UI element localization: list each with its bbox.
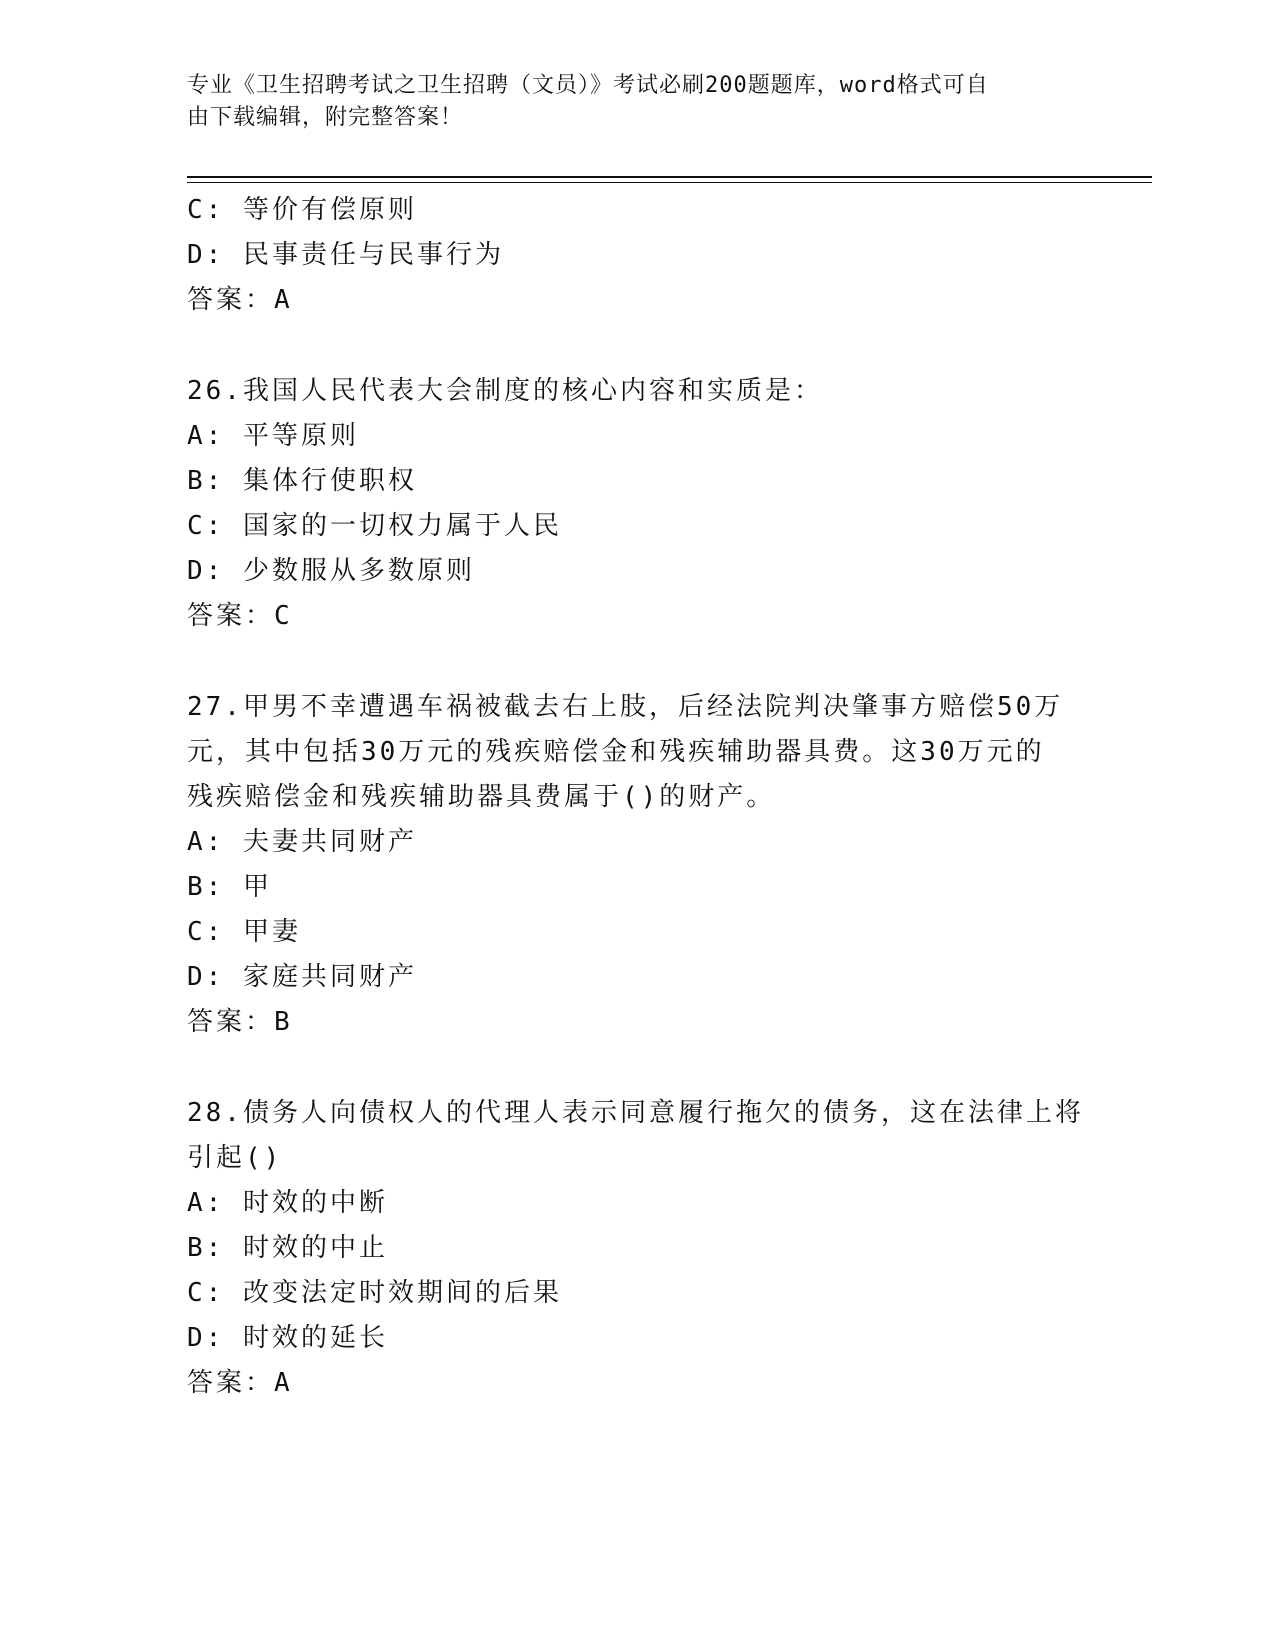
question-stem-line: 引起() [187, 1143, 283, 1173]
option-d: D: 时效的延长 [187, 1323, 388, 1353]
answer-value: A [274, 285, 292, 315]
option-d: D: 民事责任与民事行为 [187, 240, 504, 270]
question-stem-line: 27.甲男不幸遭遇车祸被截去右上肢，后经法院判决肇事方赔偿50万 [187, 692, 1064, 722]
option-d: D: 少数服从多数原则 [187, 556, 475, 586]
header-divider-thin [187, 182, 1152, 183]
option-b: B: 时效的中止 [187, 1233, 388, 1263]
question-stem-line: 残疾赔偿金和残疾辅助器具费属于()的财产。 [187, 782, 776, 812]
option-b: B: 集体行使职权 [187, 466, 417, 496]
answer-line [187, 1361, 1087, 1406]
question-26 [187, 369, 1087, 639]
question-25-continued [187, 188, 1087, 323]
option-c: C: 甲妻 [187, 917, 301, 947]
answer-value: A [274, 1368, 292, 1398]
question-stem-line: 28.债务人向债权人的代理人表示同意履行拖欠的债务，这在法律上将 [187, 1098, 1084, 1128]
option-a: A: 夫妻共同财产 [187, 827, 417, 857]
option-a: A: 时效的中断 [187, 1188, 388, 1218]
option-b: B: 甲 [187, 872, 272, 902]
option-d: D: 家庭共同财产 [187, 962, 417, 992]
answer-value: C [274, 601, 292, 631]
answer-label: 答案： [187, 285, 275, 315]
spacer [187, 1045, 1087, 1091]
answer-value: B [274, 1007, 292, 1037]
option-c: C: 等价有偿原则 [187, 195, 417, 225]
answer-line [187, 278, 1087, 323]
option-c: C: 改变法定时效期间的后果 [187, 1278, 562, 1308]
question-stem-line: 元，其中包括30万元的残疾赔偿金和残疾辅助器具费。这30万元的 [187, 737, 1045, 767]
answer-label: 答案： [187, 1368, 275, 1398]
question-stem-line: 26.我国人民代表大会制度的核心内容和实质是： [187, 376, 823, 406]
spacer [187, 323, 1087, 369]
header-line-2: 由下载编辑，附完整答案！ [187, 105, 464, 130]
question-27 [187, 685, 1087, 1045]
header-divider-thick [187, 176, 1152, 178]
spacer [187, 639, 1087, 685]
document-header [187, 70, 1087, 134]
answer-line [187, 594, 1087, 639]
option-c: C: 国家的一切权力属于人民 [187, 511, 562, 541]
answer-line [187, 1000, 1087, 1045]
question-28 [187, 1091, 1087, 1406]
option-a: A: 平等原则 [187, 421, 359, 451]
answer-label: 答案： [187, 1007, 275, 1037]
answer-label: 答案： [187, 601, 275, 631]
header-line-1: 专业《卫生招聘考试之卫生招聘（文员）》考试必刷200题题库，word格式可自 [187, 73, 989, 98]
question-list [187, 188, 1087, 1406]
